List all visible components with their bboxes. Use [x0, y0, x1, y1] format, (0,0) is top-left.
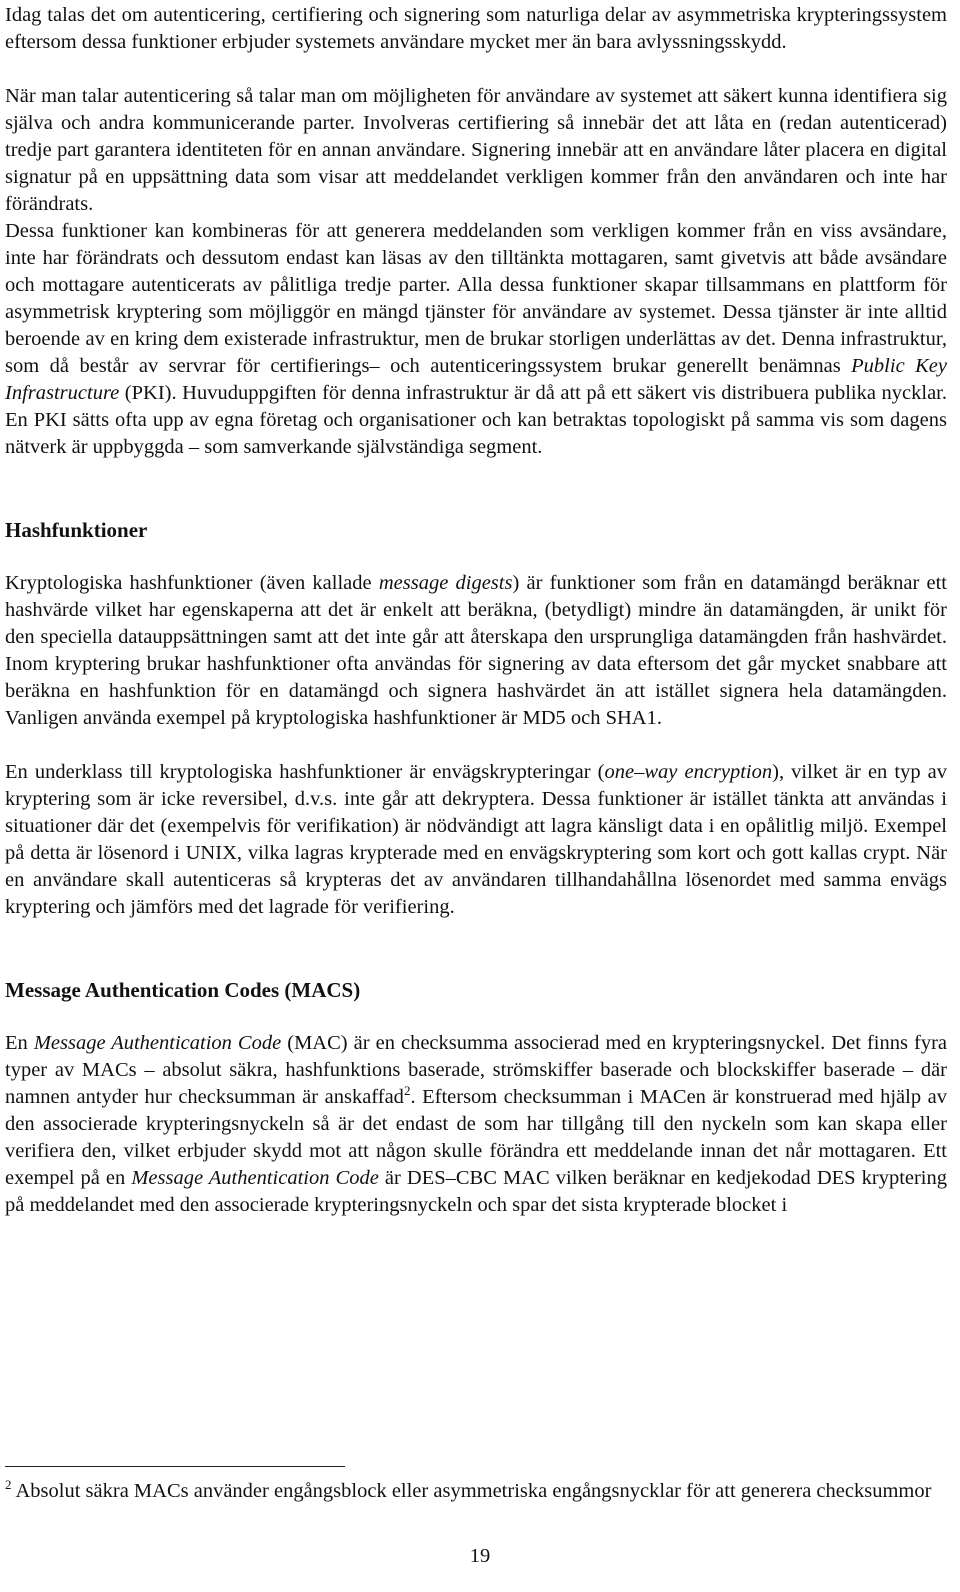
macs-paragraph-1-text-d: är DES–CBC MAC vilken beräknar en kedjekodad DES kryptering på meddelandet med den associerade krypteringsnyckeln och spar det sista krypterade blocket i [5, 1167, 948, 1216]
macs-heading: Message Authentication Codes (MACS) [5, 978, 361, 1002]
hash-heading: Hashfunktioner [5, 518, 148, 542]
message-digests-term: message digests [378, 572, 513, 594]
hash-paragraph-2-text-a: En underklass till kryptologiska hashfunktioner är envägskrypteringar ( [5, 761, 605, 783]
intro-paragraph-3-text-a: Dessa funktioner kan kombineras för att generera meddelanden som verkligen kommer från en viss avsändare, inte har förändrats och dessutom endast kan läsas av den tilltänkta mottagaren, samt givetvis att både avsändare och mottagare autenticerats av pålitliga tredje parter. Alla dessa funktioner skapar tillsammans en plattform för asymmetrisk kryptering som möjliggör en mängd tjänster för användare av systemet. Dessa tjänster är inte alltid beroende av en kring dem existerade infrastruktur, men de brukar storligen underlättas av det. Denna infrastruktur, som då består av servrar för certifierings– och autenticeringssystem brukar generellt benämnas [5, 220, 947, 377]
hash-paragraph-2 [5, 759, 947, 921]
page-number: 19 [469, 1545, 491, 1567]
macs-paragraph-1-text-b: (MAC) är en checksumma associerad med en krypteringsnyckel. Det finns fyra typer av MACs – absolut säkra, hashfunktions baserade, strömskiffer baserade och blockskiffer baserade – där namnen antyder hur checksumman är anskaffad [5, 1032, 947, 1108]
footnote-reference[interactable]: 2 [403, 1083, 411, 1099]
footnote [5, 1477, 935, 1505]
intro-paragraph-3 [5, 218, 947, 461]
one-way-encryption-term: one–way encryption [604, 761, 773, 783]
hash-paragraph-1-text-a: Kryptologiska hashfunktioner (även kallade [5, 572, 379, 594]
pki-term: Public Key Infrastructure [5, 355, 947, 404]
macs-paragraph-1 [5, 1030, 947, 1219]
footnote-divider [5, 1466, 345, 1467]
mac-term-1: Message Authentication Code [33, 1032, 282, 1054]
hash-paragraph-1 [5, 570, 947, 732]
document-page [5, 0, 947, 1219]
footnote-text: Absolut säkra MACs använder engångsblock eller asymmetriska engångsnycklar för att generera checksummor [11, 1480, 932, 1502]
hash-paragraph-1-text-b: ) är funktioner som från en datamängd beräknar ett hashvärde vilket har egenskaperna att det är enkelt att beräkna, (betydligt) mindre än datamängden, är unikt för den speciella datauppsättningen samt att det inte går att återskapa den ursprungliga datamängden från hashvärdet. Inom kryptering brukar hashfunktioner ofta användas för signering av data eftersom det går mycket snabbare att beräkna en hashfunktion för en datamängd och signera hashvärdet än att istället signera hela datamängden. Vanligen använda exempel på kryptologiska hashfunktioner är MD5 och SHA1. [5, 572, 947, 729]
hash-paragraph-2-text-b: ), vilket är en typ av kryptering som är icke reversibel, d.v.s. inte går att dekryptera. Dessa funktioner är istället tänkta att användas i situationer där det (exempelvis för verifikation) är nödvändigt att lagra känsligt data i en opålitlig miljö. Exempel på detta är lösenord i UNIX, vilka lagras krypterade med en envägskryptering som kort och gott kallas crypt. När en användare skall autenticeras så krypteras det av användaren tillhandahållna lösenordet med samma envägs kryptering och jämförs med det lagrade för verifiering. [5, 761, 947, 918]
intro-paragraph-1-text: Idag talas det om autenticering, certifiering och signering som naturliga delar av asymmetriska krypteringssystem eftersom dessa funktioner erbjuder systemets användare mycket mer än bara avlyssningsskydd. [5, 4, 947, 53]
footnote-marker: 2 [5, 1477, 12, 1493]
mac-term-2: Message Authentication Code [131, 1167, 379, 1189]
intro-paragraph-1 [5, 2, 947, 56]
macs-paragraph-1-text-c: . Eftersom checksumman i MACen är konstruerad med hjälp av den associerade krypteringsnyckeln så är det endast de som har tillgång till den nyckeln som kan skapa eller verifiera den, vilket erbjuder skydd mot att någon skulle förändra ett meddelande innan det når mottagaren. Ett exempel på en [5, 1086, 947, 1189]
intro-paragraph-2 [5, 83, 947, 218]
macs-paragraph-1-text-a: En [5, 1032, 34, 1054]
intro-paragraph-2-text: När man talar autenticering så talar man om möjligheten för användare av systemet att säkert kunna identifiera sig själva och andra kommunicerande parter. Involveras certifiering så innebär det att låta en (redan autenticerad) tredje part garantera identiteten för en annan användare. Signering innebär att en användare låter placera en digital signatur på en uppsättning data som visar att meddelandet verkligen kommer från den användaren och inte har förändrats. [5, 85, 947, 215]
intro-paragraph-3-text-b: (PKI). Huvuduppgiften för denna infrastruktur är då att på ett säkert vis distribuera publika nycklar. En PKI sätts ofta upp av egna företag och organisationer och kan betraktas topologiskt på samma vis som dagens nätverk är uppbyggda – som samverkande självständiga segment. [5, 382, 947, 458]
